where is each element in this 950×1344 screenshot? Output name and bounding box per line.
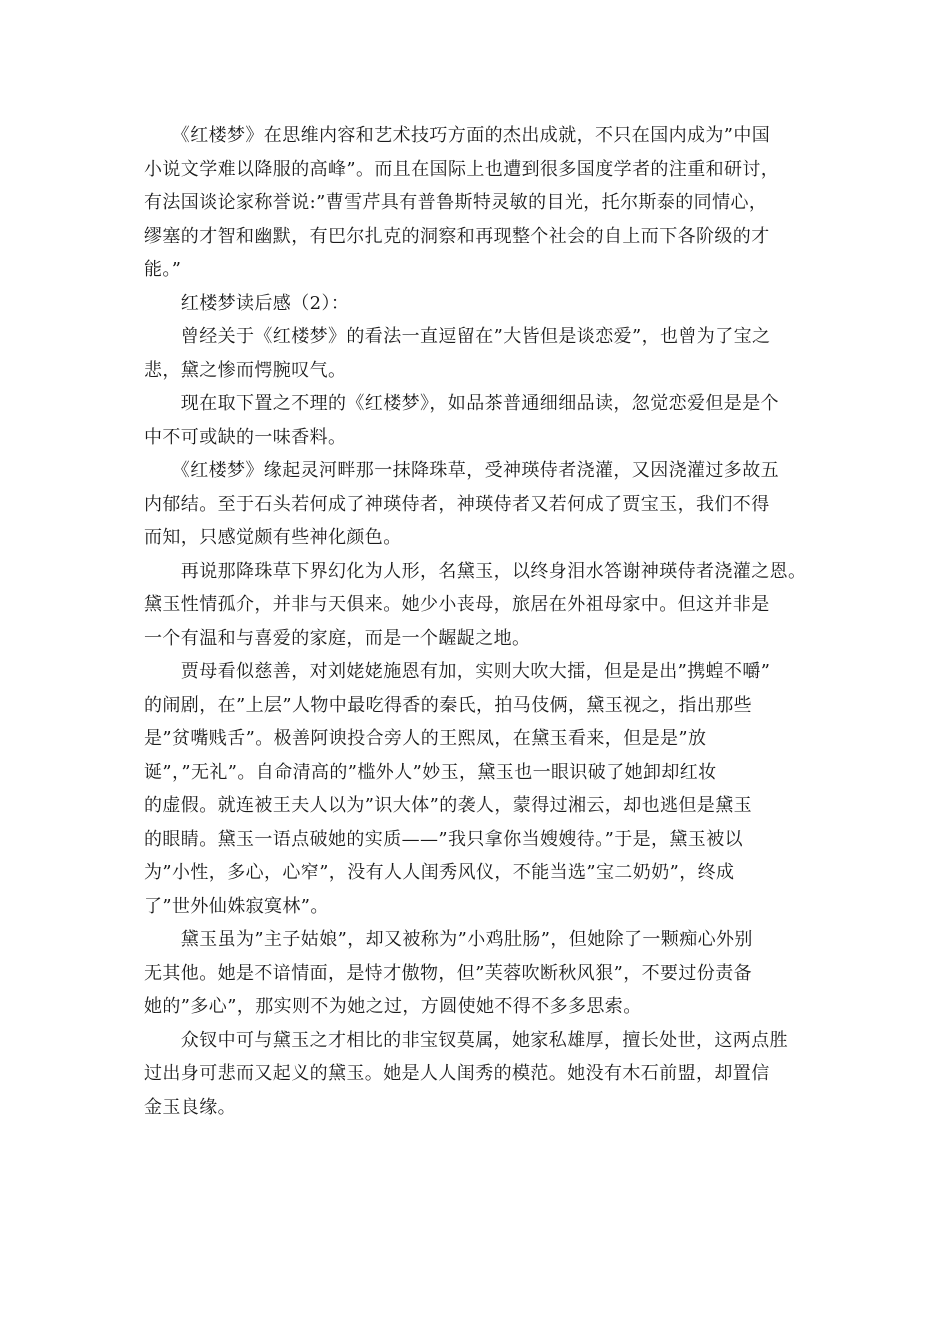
text-line: 的虚假。就连被王夫人以为”识大体”的袭人，蒙得过湘云，却也逃但是黛玉 bbox=[144, 795, 753, 816]
text-line: 了”世外仙姝寂寞林”。 bbox=[144, 895, 329, 917]
text-line: 一个有温和与喜爱的家庭，而是一个龌龊之地。 bbox=[144, 627, 531, 649]
text-line: 而知，只感觉颇有些神化颜色。 bbox=[144, 527, 402, 548]
text-line: 黛玉虽为”主子姑娘”，却又被称为”小鸡肚肠”，但她除了一颗痴心外别 bbox=[144, 929, 753, 950]
paragraph-6 bbox=[144, 655, 812, 923]
text-line: 有法国谈论家称誉说:”曹雪芹具有普鲁斯特灵敏的目光，托尔斯泰的同情心， bbox=[144, 192, 768, 213]
text-line: 小说文学难以降服的高峰”。而且在国际上也遭到很多国度学者的注重和研讨， bbox=[144, 158, 780, 180]
text-line: 众钗中可与黛玉之才相比的非宝钗莫属，她家私雄厚，擅长处世，这两点胜 bbox=[144, 1029, 788, 1051]
paragraph-3 bbox=[144, 387, 812, 454]
text-line: 是”贫嘴贱舌”。极善阿谀投合旁人的王熙凤，在黛玉看来，但是是”放 bbox=[144, 728, 707, 749]
text-line: 曾经关于《红楼梦》的看法一直逗留在”大皆但是谈恋爱”，也曾为了宝之 bbox=[144, 326, 771, 347]
paragraph-8 bbox=[144, 1024, 812, 1125]
text-line: 悲，黛之惨而愕腕叹气。 bbox=[144, 359, 347, 381]
text-line: 《红楼梦》缘起灵河畔那一抹降珠草，受神瑛侍者浇灌，又因浇灌过多故五 bbox=[144, 460, 779, 481]
document-body bbox=[144, 119, 812, 1124]
text-line: 再说那降珠草下界幻化为人形，名黛玉，以终身泪水答谢神瑛侍者浇灌之恩。 bbox=[144, 560, 807, 582]
text-line: 诞”，”无礼”。自命清高的”槛外人”妙玉，黛玉也一眼识破了她卸却红妆 bbox=[144, 761, 717, 783]
text-line: 缪塞的才智和幽默，有巴尔扎克的洞察和再现整个社会的自上而下各阶级的才 bbox=[144, 225, 770, 247]
text-line: 中不可或缺的一味香料。 bbox=[144, 426, 347, 448]
text-line: 她的”多心”，那实则不为她之过，方圆使她不得不多多思索。 bbox=[144, 996, 642, 1017]
text-line: 贾母看似慈善，对刘姥姥施恩有加，实则大吹大擂，但是是出”携蝗不嚼” bbox=[144, 661, 771, 682]
text-line: 内郁结。至于石头若何成了神瑛侍者，神瑛侍者又若何成了贾宝玉，我们不得 bbox=[144, 493, 770, 515]
text-line: 现在取下置之不理的《红楼梦》，如品茶普通细细品读，忽觉恋爱但是是个 bbox=[144, 393, 779, 414]
paragraph-4 bbox=[144, 454, 812, 555]
paragraph-1 bbox=[144, 119, 812, 287]
text-line: 金玉良缘。 bbox=[144, 1096, 236, 1118]
text-line: 过出身可悲而又起义的黛玉。她是人人闺秀的模范。她没有木石前盟，却置信 bbox=[144, 1063, 770, 1084]
paragraph-2 bbox=[144, 320, 812, 387]
text-line: 的闹剧，在”上层”人物中最吃得香的秦氏，拍马伎俩，黛玉视之，指出那些 bbox=[144, 694, 753, 716]
paragraph-7 bbox=[144, 923, 812, 1024]
section-heading bbox=[144, 287, 812, 321]
text-line: 的眼睛。黛玉一语点破她的实质——”我只拿你当嫂嫂待。”于是，黛玉被以 bbox=[144, 828, 744, 850]
text-line: 为”小性，多心，心窄”，没有人人闺秀风仪，不能当选”宝二奶奶”，终成 bbox=[144, 862, 735, 883]
paragraph-5 bbox=[144, 555, 812, 656]
text-line: 《红楼梦》在思维内容和艺术技巧方面的杰出成就，不只在国内成为”中国 bbox=[144, 125, 771, 146]
text-line: 黛玉性情孤介，并非与天俱来。她少小丧母，旅居在外祖母家中。但这并非是 bbox=[144, 594, 770, 615]
text-line: 红楼梦读后感（2）： bbox=[144, 292, 350, 314]
text-line: 无其他。她是不谙情面，是恃才傲物，但”芙蓉吹断秋风狠”，不要过份责备 bbox=[144, 962, 753, 984]
text-line: 能。” bbox=[144, 259, 182, 280]
